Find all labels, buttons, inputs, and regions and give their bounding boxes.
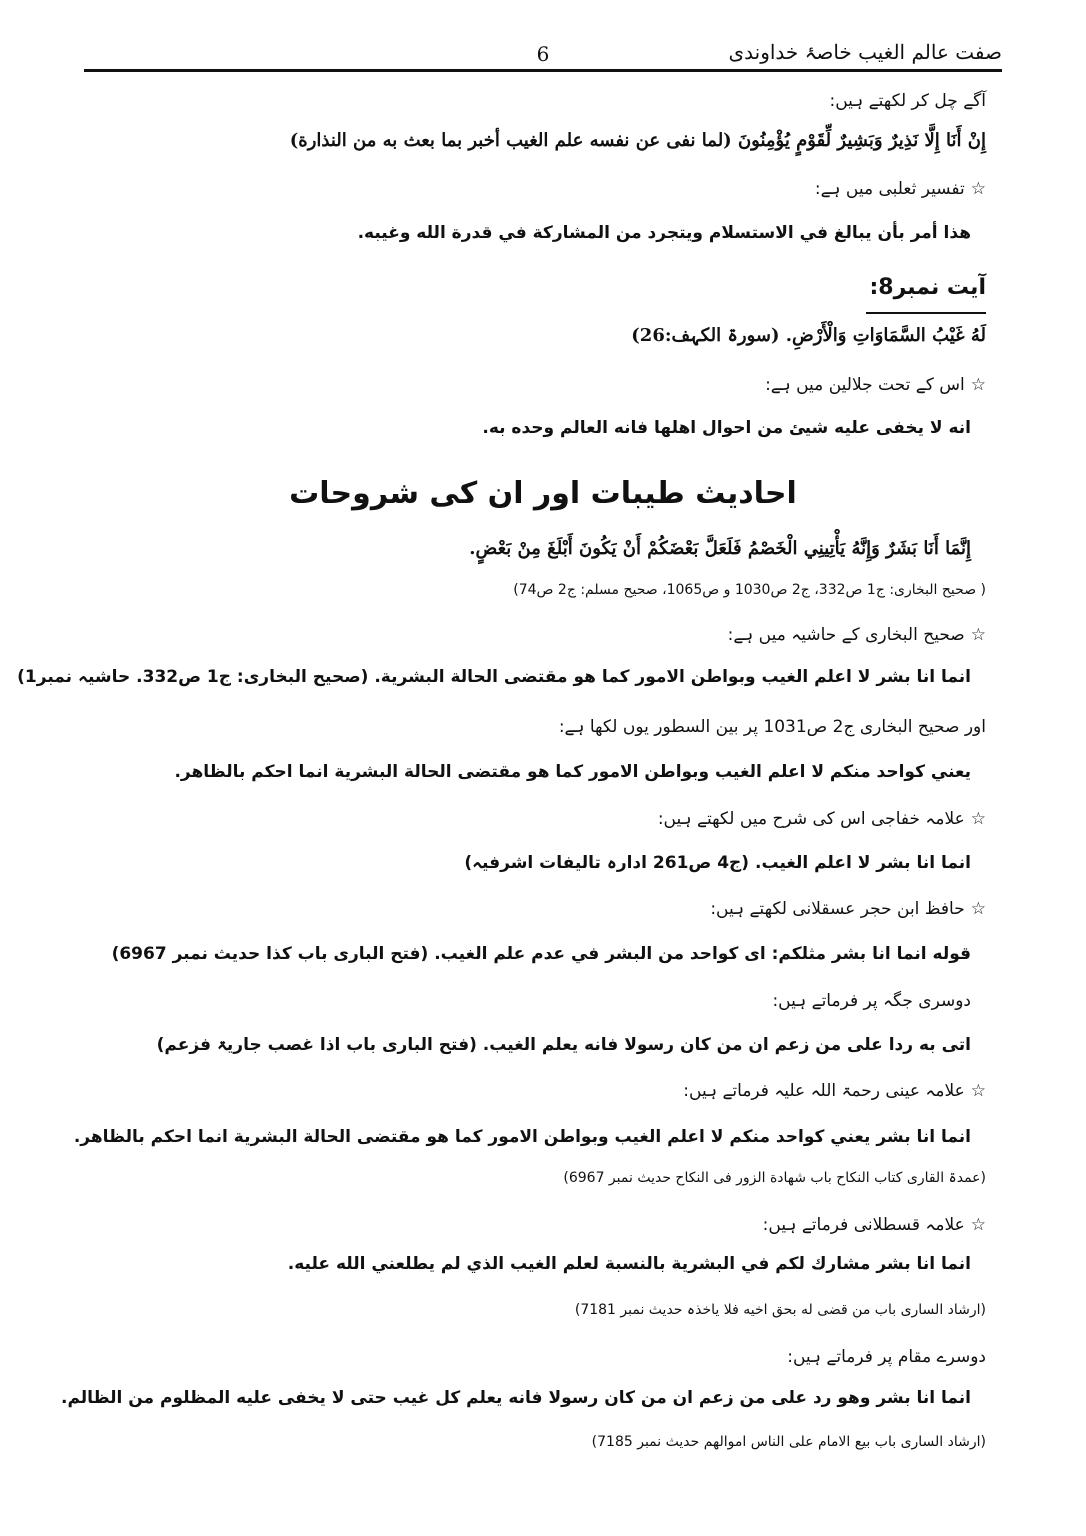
source-heading: ☆تفسیر ثعلبی میں ہے: [814,179,986,199]
reference-line: (عمدۃ القاری کتاب النکاح باب شهادة الزور فی النکاح حدیث نمبر 6967) [563,1170,986,1186]
quote-line: انما انا بشر وهو رد على من زعم ان من كان رسولا فانه يعلم كل غيب حتى لا يخفى عليه المظلوم من الظالم. [61,1388,971,1408]
verse-heading-underline [866,312,986,314]
source-heading: دوسری جگہ پر فرماتے ہیں: [772,991,971,1011]
page-number: 6 [536,42,550,66]
source-heading: اور صحیح البخاری ج2 ص1031 پر بین السطور یوں لکھا ہے: [558,717,986,737]
quote-line: انما انا بشر لا اعلم الغيب. (ج4 ص261 ادارہ تالیفات اشرفیہ) [464,853,971,873]
reference-line: ( صحیح البخاری: ج1 ص332، ج2 ص1030 و ص1065، صحیح مسلم: ج2 ص74) [513,582,986,598]
page-header [84,30,1002,80]
quote-line: انما انا بشر مشارك لكم في البشرية بالنسبة لعلم الغيب الذي لم يطلعني الله عليه. [287,1254,971,1274]
hadith-text: إِنَّمَا أَنَا بَشَرٌ وَإِنَّهُ يَأْتِينِي الْخَصْمُ فَلَعَلَّ بَعْضَكُمْ أَنْ يَكُونَ أَبْلَغَ مِنْ بَعْضٍ. [469,538,971,559]
star-outline-icon: ☆ [970,1215,986,1235]
star-outline-icon: ☆ [970,1081,986,1101]
intro-line: آگے چل کر لکھتے ہیں: [829,91,986,111]
quote-line: اتى به ردا على من زعم ان من كان رسولا فانه يعلم الغيب. (فتح الباری باب اذا غصب جاریۃ فزعم) [156,1035,971,1055]
source-heading: ☆علامہ عینی رحمۃ اللہ علیہ فرماتے ہیں: [683,1081,986,1101]
quote-line: قوله انما انا بشر مثلكم: اى كواحد من البشر في عدم علم الغيب. (فتح الباری باب کذا حدیث نمبر 6967) [111,944,971,964]
reference-line: (ارشاد الساری باب بیع الامام علی الناس اموالهم حدیث نمبر 7185) [591,1434,986,1450]
quote-line: هذا أمر بأن يبالغ في الاستسلام ويتجرد من المشاركة في قدرة الله وغيبه. [357,223,971,243]
source-heading: ☆علامہ خفاجی اس کی شرح میں لکھتے ہیں: [657,809,986,829]
star-outline-icon: ☆ [970,375,986,395]
source-heading: ☆حافظ ابن حجر عسقلانی لکھتے ہیں: [710,899,986,919]
quote-line: انما انا بشر لا اعلم الغيب وبواطن الامور كما هو مقتضى الحالة البشرية. (صحیح البخاری: ج1 ص332. حاشیہ نمبر1) [17,667,971,687]
quote-line: انما انا بشر يعني كواحد منكم لا اعلم الغيب وبواطن الامور كما هو مقتضى الحالة البشرية انما احكم بالظاهر. [73,1127,971,1147]
header-title: صفت عالم الغیب خاصۂ خداوندی [728,40,1002,64]
quote-line: يعني كواحد منكم لا اعلم الغيب وبواطن الامور كما هو مقتضى الحالة البشرية انما احكم بالظاهر. [174,762,971,782]
star-outline-icon: ☆ [970,809,986,829]
source-heading: ☆اس کے تحت جلالین میں ہے: [765,375,986,395]
verse-heading: آیت نمبر8: [869,275,986,300]
header-rule [84,69,1002,72]
source-heading: ☆صحیح البخاری کے حاشیہ میں ہے: [727,625,986,645]
star-outline-icon: ☆ [970,179,986,199]
source-heading: ☆علامہ قسطلانی فرماتے ہیں: [762,1215,986,1235]
section-heading: احادیث طیبات اور ان کی شروحات [289,476,797,511]
quran-verse-line: لَهُ غَيْبُ السَّمَاوَاتِ وَالْأَرْضِ. (سورۃ الکہف:26) [631,325,986,346]
star-outline-icon: ☆ [970,625,986,645]
source-heading: دوسرے مقام پر فرماتے ہیں: [787,1347,986,1367]
star-outline-icon: ☆ [970,899,986,919]
reference-line: (ارشاد الساری باب من قضی له بحق اخیه فلا یاخذہ حدیث نمبر 7181) [574,1302,986,1318]
quran-verse-line: إِنْ أَنَا إِلَّا نَذِيرٌ وَبَشِيرٌ لِّقَوْمٍ يُؤْمِنُونَ (لما نفی عن نفسه علم الغيب أخبر بما بعث به من النذارة) [289,130,986,151]
quote-line: انه لا يخفى عليه شيئ من احوال اهلها فانه العالم وحده به. [482,418,971,438]
